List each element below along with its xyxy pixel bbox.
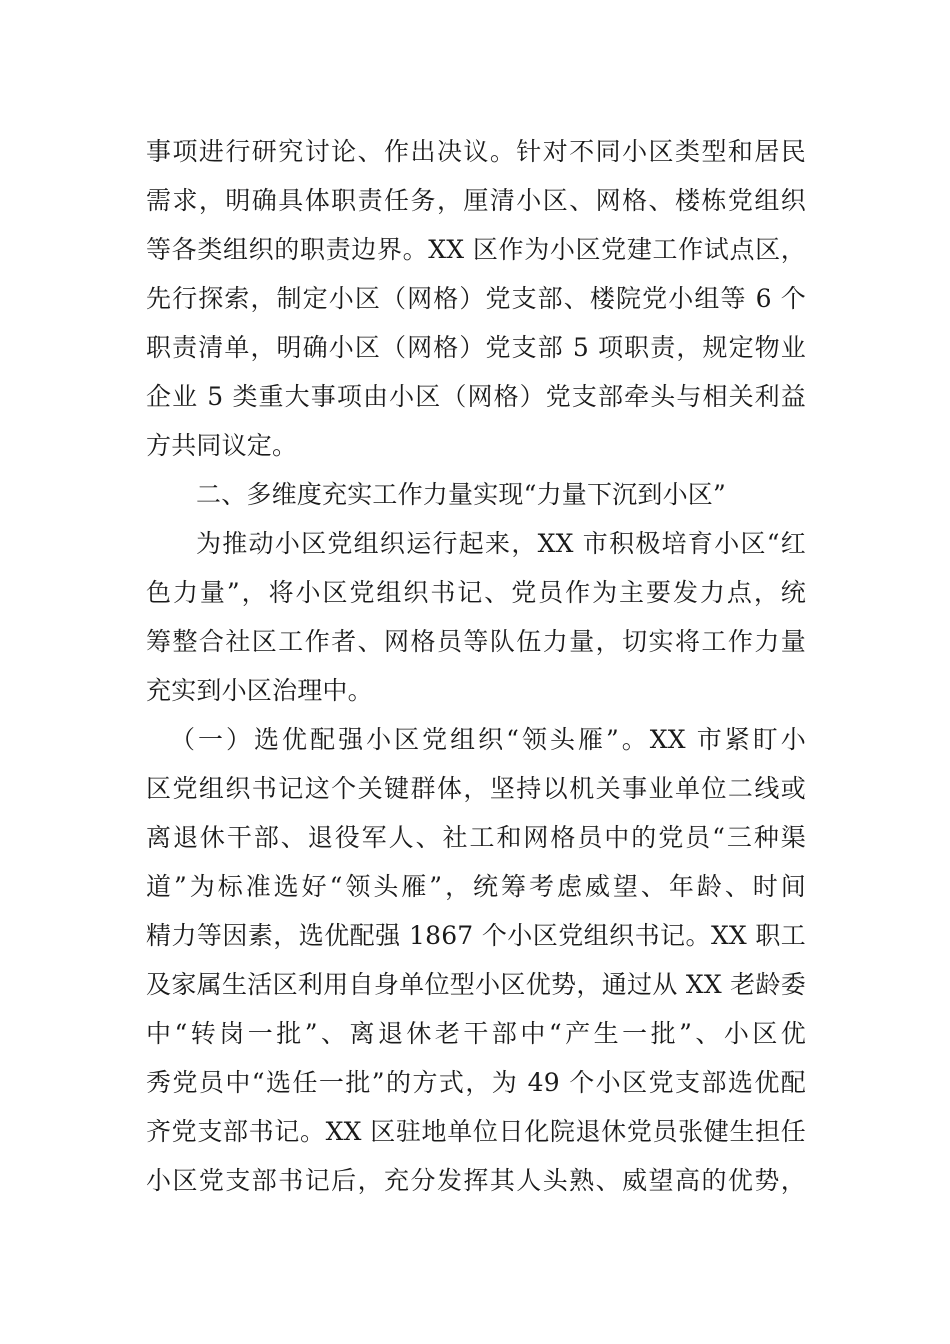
body-text-line: 等各类组织的职责边界。XX 区作为小区党建工作试点区， bbox=[146, 235, 806, 264]
body-text-line: 齐党支部书记。XX 区驻地单位日化院退休党员张健生担任 bbox=[146, 1117, 806, 1146]
body-text-line: 企业 5 类重大事项由小区（网格）党支部牵头与相关利益 bbox=[146, 382, 806, 411]
body-text-line: 道”为标准选好“领头雁”，统筹考虑威望、年龄、时间 bbox=[146, 872, 806, 901]
body-text-line: 精力等因素，选优配强 1867 个小区党组织书记。XX 职工 bbox=[146, 921, 806, 950]
body-text-line: 色力量”，将小区党组织书记、党员作为主要发力点，统 bbox=[146, 578, 806, 607]
body-text-line: 方共同议定。 bbox=[146, 431, 298, 460]
body-text-line: 事项进行研究讨论、作出决议。针对不同小区类型和居民 bbox=[146, 137, 806, 166]
section-heading: 二、多维度充实工作力量实现“力量下沉到小区” bbox=[196, 480, 726, 509]
body-text-line: 及家属生活区利用自身单位型小区优势，通过从 XX 老龄委 bbox=[146, 970, 806, 999]
body-text-line: 区党组织书记这个关键群体，坚持以机关事业单位二线或 bbox=[146, 774, 806, 803]
body-text-line: 秀党员中“选任一批”的方式，为 49 个小区党支部选优配 bbox=[146, 1068, 806, 1097]
body-text-line: 职责清单，明确小区（网格）党支部 5 项职责，规定物业 bbox=[146, 333, 806, 362]
body-text-line: 为推动小区党组织运行起来，XX 市积极培育小区“红 bbox=[196, 529, 806, 558]
body-text-line: 先行探索，制定小区（网格）党支部、楼院党小组等 6 个 bbox=[146, 284, 806, 313]
body-text-line: 中“转岗一批”、离退休老干部中“产生一批”、小区优 bbox=[146, 1019, 806, 1048]
body-text-line: 需求，明确具体职责任务，厘清小区、网格、楼栋党组织 bbox=[146, 186, 806, 215]
body-text-line: 充实到小区治理中。 bbox=[146, 676, 373, 705]
body-text-line: 筹整合社区工作者、网格员等队伍力量，切实将工作力量 bbox=[146, 627, 806, 656]
body-text-line: 小区党支部书记后，充分发挥其人头熟、威望高的优势， bbox=[146, 1166, 806, 1195]
body-text-line: 离退休干部、退役军人、社工和网格员中的党员“三种渠 bbox=[146, 823, 806, 852]
subsection-heading-line: （一）选优配强小区党组织“领头雁”。XX 市紧盯小 bbox=[170, 725, 806, 754]
